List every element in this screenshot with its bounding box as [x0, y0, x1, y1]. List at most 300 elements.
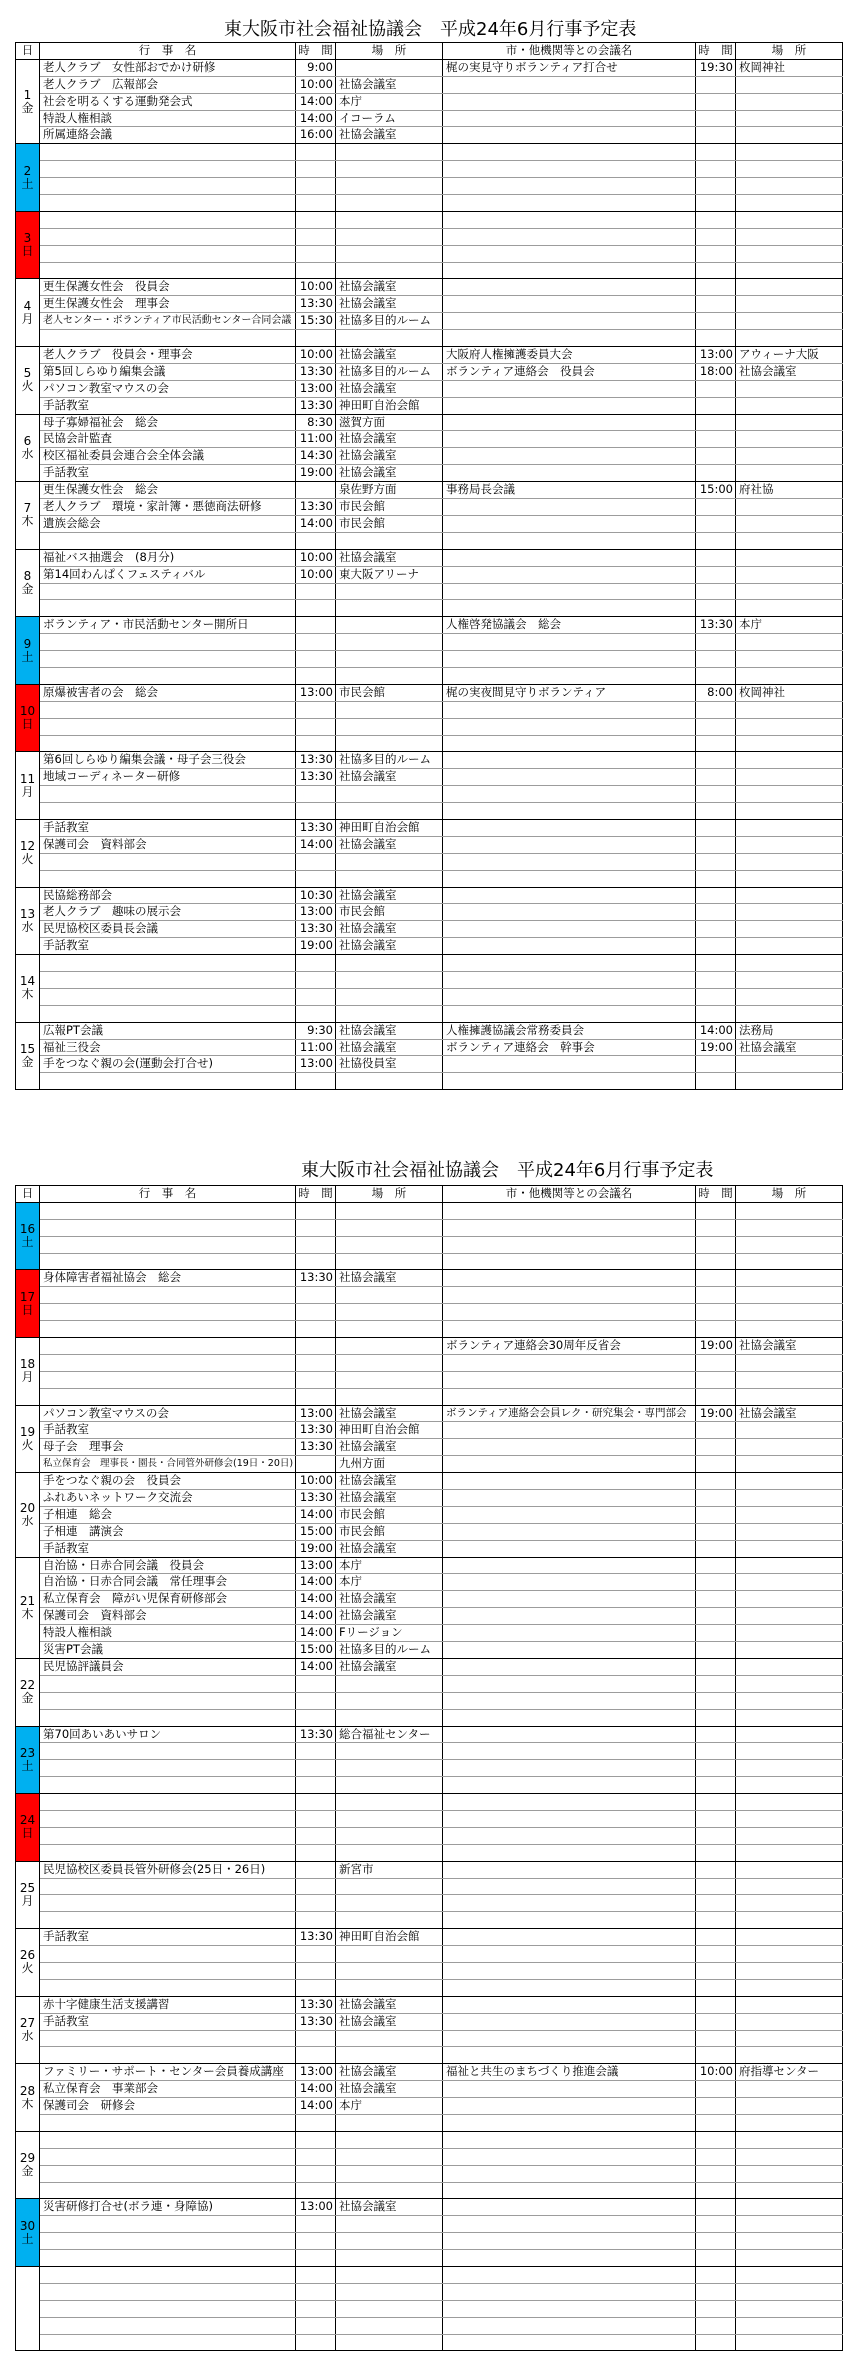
event-name-cell	[40, 2301, 296, 2317]
event-time-cell	[296, 668, 336, 684]
external-place-cell	[736, 1073, 843, 1089]
schedule-row	[40, 1220, 843, 1237]
day-number: 24	[19, 1813, 36, 1828]
event-name-cell: 老人クラブ 環境・家計簿・悪徳商法研修	[40, 499, 296, 515]
event-name-cell: 特設人権相談	[40, 1625, 296, 1641]
event-time-cell	[296, 803, 336, 819]
external-meeting-cell	[443, 1254, 696, 1270]
day-rows	[40, 482, 843, 550]
external-meeting-cell	[443, 212, 696, 228]
event-place-cell	[336, 1777, 443, 1793]
schedule-row	[40, 1845, 843, 1862]
external-place-cell	[736, 871, 843, 887]
external-time-cell	[696, 1997, 736, 2013]
event-time-cell	[296, 2318, 336, 2334]
event-time-cell: 13:30	[296, 1727, 336, 1743]
event-place-cell: 社協会議室	[336, 2199, 443, 2215]
event-name-cell: 民協会計監査	[40, 431, 296, 447]
event-name-cell	[40, 1254, 296, 1270]
day-number: 15	[19, 1041, 36, 1056]
day-cell	[16, 482, 40, 550]
event-place-cell	[336, 1338, 443, 1354]
schedule-row	[40, 263, 843, 280]
external-time-cell	[696, 1203, 736, 1219]
external-place-cell	[736, 820, 843, 836]
schedule-row	[40, 144, 843, 161]
event-name-cell	[40, 1237, 296, 1253]
event-place-cell	[336, 1693, 443, 1709]
day-block	[16, 2064, 843, 2132]
external-meeting-cell: 福祉と共生のまちづくり推進会議	[443, 2064, 696, 2080]
day-of-week: 火	[21, 1961, 34, 1976]
event-time-cell	[296, 1693, 336, 1709]
event-place-cell	[336, 1203, 443, 1219]
day-cell	[16, 279, 40, 347]
external-place-cell	[736, 938, 843, 954]
external-meeting-cell	[443, 904, 696, 920]
event-time-cell: 14:00	[296, 1659, 336, 1675]
event-time-cell: 19:00	[296, 1541, 336, 1557]
external-place-cell: 枚岡神社	[736, 685, 843, 701]
external-place-cell	[736, 651, 843, 667]
event-name-cell	[40, 1794, 296, 1810]
external-time-cell	[696, 1574, 736, 1590]
external-time-cell	[696, 1321, 736, 1337]
schedule-row	[40, 1727, 843, 1744]
schedule-row	[40, 989, 843, 1006]
event-time-cell: 14:00	[296, 94, 336, 110]
external-place-cell	[736, 634, 843, 650]
event-place-cell	[336, 1980, 443, 1996]
event-time-cell	[296, 702, 336, 718]
external-meeting-cell	[443, 1355, 696, 1371]
day-block	[16, 1203, 843, 1271]
day-rows	[40, 1023, 843, 1091]
event-time-cell: 11:00	[296, 431, 336, 447]
event-place-cell	[336, 871, 443, 887]
day-block	[16, 2132, 843, 2200]
event-place-cell	[336, 972, 443, 988]
event-name-cell	[40, 719, 296, 735]
external-place-cell	[736, 567, 843, 583]
schedule-row	[40, 550, 843, 567]
external-place-cell	[736, 212, 843, 228]
event-time-cell: 13:00	[296, 1056, 336, 1072]
day-number: 20	[19, 1500, 36, 1515]
external-meeting-cell	[443, 1710, 696, 1726]
event-time-cell: 14:30	[296, 448, 336, 464]
event-time-cell: 14:00	[296, 1507, 336, 1523]
event-place-cell	[336, 1895, 443, 1911]
schedule-row	[40, 1591, 843, 1608]
external-meeting-cell	[443, 330, 696, 346]
event-place-cell: 社協会議室	[336, 2064, 443, 2080]
day-block	[16, 212, 843, 280]
event-name-cell	[40, 1287, 296, 1303]
day-of-week: 水	[21, 2029, 34, 2044]
event-time-cell	[296, 2216, 336, 2232]
day-cell	[16, 212, 40, 280]
schedule-row	[40, 685, 843, 702]
external-meeting-cell	[443, 550, 696, 566]
day-rows	[40, 1862, 843, 1930]
event-time-cell	[296, 2115, 336, 2131]
external-place-cell: 法務局	[736, 1023, 843, 1039]
schedule-row	[40, 736, 843, 753]
day-cell	[16, 2199, 40, 2267]
schedule-table	[15, 42, 843, 1090]
day-number: 19	[19, 1424, 36, 1439]
event-place-cell: 社協会議室	[336, 1659, 443, 1675]
day-number: 26	[19, 1948, 36, 1963]
event-place-cell: 神田町自治会館	[336, 1929, 443, 1945]
external-place-cell	[736, 2335, 843, 2351]
event-place-cell	[336, 212, 443, 228]
external-time-cell	[696, 2149, 736, 2165]
external-meeting-cell	[443, 1473, 696, 1489]
column-header-day: 日	[16, 43, 40, 59]
external-time-cell	[696, 1929, 736, 1945]
external-meeting-cell: 梶の実夜間見守りボランティア	[443, 685, 696, 701]
schedule-row	[40, 921, 843, 938]
event-name-cell: 更生保護女性会 総会	[40, 482, 296, 498]
schedule-row	[40, 2284, 843, 2301]
schedule-row	[40, 415, 843, 432]
external-meeting-cell	[443, 736, 696, 752]
external-place-cell	[736, 1456, 843, 1472]
event-place-cell	[336, 1372, 443, 1388]
external-place-cell	[736, 1811, 843, 1827]
event-name-cell	[40, 2267, 296, 2283]
event-time-cell	[296, 1912, 336, 1928]
external-meeting-cell	[443, 955, 696, 971]
event-name-cell: 福祉三役会	[40, 1040, 296, 1056]
day-rows	[40, 144, 843, 212]
schedule-row	[40, 1558, 843, 1575]
event-place-cell	[336, 2233, 443, 2249]
event-time-cell: 14:00	[296, 837, 336, 853]
external-place-cell	[736, 1625, 843, 1641]
external-time-cell	[696, 736, 736, 752]
event-time-cell: 19:00	[296, 465, 336, 481]
day-rows	[40, 347, 843, 415]
event-place-cell: 社協会議室	[336, 769, 443, 785]
event-name-cell: 手話教室	[40, 1541, 296, 1557]
external-place-cell	[736, 1220, 843, 1236]
event-name-cell	[40, 1828, 296, 1844]
event-time-cell	[296, 1743, 336, 1759]
day-number: 22	[19, 1678, 36, 1693]
external-place-cell	[736, 2014, 843, 2030]
external-time-cell	[696, 1693, 736, 1709]
event-name-cell	[40, 2115, 296, 2131]
external-place-cell	[736, 2166, 843, 2182]
event-name-cell: 手話教室	[40, 398, 296, 414]
external-meeting-cell	[443, 888, 696, 904]
event-place-cell: 市民会館	[336, 904, 443, 920]
day-cell	[16, 888, 40, 956]
external-place-cell	[736, 1524, 843, 1540]
external-time-cell	[696, 2115, 736, 2131]
day-cell	[16, 1473, 40, 1557]
event-name-cell	[40, 803, 296, 819]
schedule-row	[40, 1828, 843, 1845]
external-time-cell	[696, 1287, 736, 1303]
event-place-cell	[336, 989, 443, 1005]
event-place-cell: 九州方面	[336, 1456, 443, 1472]
event-time-cell	[296, 1304, 336, 1320]
external-place-cell	[736, 1693, 843, 1709]
external-meeting-cell	[443, 229, 696, 245]
day-rows	[40, 212, 843, 280]
schedule-row	[40, 2098, 843, 2115]
external-time-cell	[696, 567, 736, 583]
day-of-week: 金	[21, 100, 34, 115]
external-meeting-cell	[443, 972, 696, 988]
event-time-cell	[296, 736, 336, 752]
day-cell	[16, 1023, 40, 1091]
day-block	[16, 347, 843, 415]
event-name-cell	[40, 1980, 296, 1996]
external-meeting-cell	[443, 279, 696, 295]
external-place-cell	[736, 1912, 843, 1928]
schedule-row	[40, 567, 843, 584]
event-place-cell: 総合福祉センター	[336, 1727, 443, 1743]
event-time-cell	[296, 330, 336, 346]
schedule-row	[40, 398, 843, 415]
event-time-cell	[296, 786, 336, 802]
external-meeting-cell	[443, 1879, 696, 1895]
day-of-week: 水	[21, 1513, 34, 1528]
event-name-cell	[40, 854, 296, 870]
external-place-cell	[736, 2216, 843, 2232]
external-meeting-cell	[443, 1895, 696, 1911]
external-meeting-cell	[443, 77, 696, 93]
external-time-cell	[696, 1490, 736, 1506]
day-block	[16, 685, 843, 753]
schedule-row	[40, 769, 843, 786]
event-place-cell	[336, 1710, 443, 1726]
schedule-row	[40, 2149, 843, 2166]
schedule-row	[40, 1895, 843, 1912]
event-time-cell	[296, 972, 336, 988]
external-place-cell	[736, 854, 843, 870]
schedule-row	[40, 2081, 843, 2098]
event-place-cell	[336, 1237, 443, 1253]
external-meeting-cell	[443, 1980, 696, 1996]
event-place-cell: 社協会議室	[336, 448, 443, 464]
event-name-cell: 手をつなぐ親の会 役員会	[40, 1473, 296, 1489]
event-place-cell	[336, 2132, 443, 2148]
event-place-cell: 社協会議室	[336, 381, 443, 397]
day-rows	[40, 617, 843, 685]
event-place-cell: 泉佐野方面	[336, 482, 443, 498]
event-place-cell	[336, 854, 443, 870]
event-place-cell	[336, 2149, 443, 2165]
external-meeting-cell	[443, 719, 696, 735]
day-rows	[40, 1659, 843, 1727]
external-time-cell	[696, 2031, 736, 2047]
external-place-cell	[736, 2047, 843, 2063]
day-number: 30	[19, 2218, 36, 2233]
event-time-cell	[296, 2250, 336, 2266]
day-number: 7	[23, 501, 32, 516]
external-time-cell: 13:00	[696, 347, 736, 363]
external-meeting-cell	[443, 1777, 696, 1793]
external-time-cell	[696, 989, 736, 1005]
external-place-cell	[736, 1541, 843, 1557]
column-header-external-place: 場 所	[736, 1186, 843, 1202]
day-rows	[40, 1203, 843, 1271]
event-time-cell: 14:00	[296, 111, 336, 127]
external-place-cell	[736, 702, 843, 718]
event-place-cell: 市民会館	[336, 1524, 443, 1540]
external-place-cell	[736, 1237, 843, 1253]
event-time-cell: 13:30	[296, 1490, 336, 1506]
event-time-cell: 14:00	[296, 1625, 336, 1641]
event-time-cell	[296, 1220, 336, 1236]
schedule-row	[40, 1389, 843, 1406]
event-time-cell: 9:00	[296, 60, 336, 76]
event-time-cell	[296, 1828, 336, 1844]
external-meeting-cell	[443, 448, 696, 464]
external-meeting-cell	[443, 2183, 696, 2199]
event-place-cell: 市民会館	[336, 685, 443, 701]
event-name-cell	[40, 2166, 296, 2182]
day-rows	[40, 955, 843, 1023]
day-rows	[40, 752, 843, 820]
event-name-cell: 老人クラブ 趣味の展示会	[40, 904, 296, 920]
event-place-cell	[336, 2284, 443, 2300]
column-header-place: 場 所	[336, 1186, 443, 1202]
external-place-cell	[736, 1862, 843, 1878]
external-meeting-cell	[443, 1574, 696, 1590]
external-time-cell	[696, 2318, 736, 2334]
day-rows	[40, 820, 843, 888]
external-time-cell	[696, 1439, 736, 1455]
event-name-cell	[40, 2031, 296, 2047]
event-place-cell	[336, 584, 443, 600]
event-time-cell	[296, 1710, 336, 1726]
event-time-cell	[296, 600, 336, 616]
day-block	[16, 2199, 843, 2267]
external-meeting-cell	[443, 1862, 696, 1878]
event-place-cell: Fリージョン	[336, 1625, 443, 1641]
external-meeting-cell	[443, 837, 696, 853]
external-time-cell	[696, 1895, 736, 1911]
schedule-row	[40, 888, 843, 905]
column-header-event-name: 行 事 名	[40, 43, 296, 59]
event-place-cell	[336, 2183, 443, 2199]
external-place-cell: 枚岡神社	[736, 60, 843, 76]
external-meeting-cell	[443, 2318, 696, 2334]
day-of-week: 月	[21, 784, 34, 799]
event-name-cell	[40, 330, 296, 346]
event-time-cell: 13:30	[296, 1439, 336, 1455]
event-time-cell	[296, 2284, 336, 2300]
event-time-cell	[296, 634, 336, 650]
external-place-cell	[736, 178, 843, 194]
schedule-row	[40, 1777, 843, 1794]
event-time-cell	[296, 617, 336, 633]
external-time-cell	[696, 600, 736, 616]
event-name-cell	[40, 144, 296, 160]
external-time-cell	[696, 2284, 736, 2300]
external-place-cell	[736, 2284, 843, 2300]
external-place-cell	[736, 1287, 843, 1303]
schedule-row	[40, 195, 843, 212]
event-place-cell	[336, 1946, 443, 1962]
schedule-row	[40, 1929, 843, 1946]
sheet-title: 東大阪市社会福祉協議会 平成24年6月行事予定表	[224, 19, 637, 40]
external-place-cell	[736, 1574, 843, 1590]
day-block	[16, 1023, 843, 1091]
day-of-week: 日	[21, 244, 34, 259]
event-time-cell	[296, 2335, 336, 2351]
schedule-row	[40, 752, 843, 769]
event-place-cell	[336, 736, 443, 752]
external-place-cell	[736, 2031, 843, 2047]
external-time-cell	[696, 2233, 736, 2249]
event-place-cell: 社協会議室	[336, 837, 443, 853]
external-place-cell	[736, 1006, 843, 1022]
external-time-cell	[696, 955, 736, 971]
external-place-cell	[736, 263, 843, 279]
event-time-cell	[296, 1338, 336, 1354]
event-place-cell: 新宮市	[336, 1862, 443, 1878]
external-time-cell	[696, 1811, 736, 1827]
external-meeting-cell	[443, 1727, 696, 1743]
event-place-cell: イコーラム	[336, 111, 443, 127]
event-place-cell	[336, 1879, 443, 1895]
external-place-cell	[736, 246, 843, 262]
event-name-cell	[40, 600, 296, 616]
event-time-cell: 13:30	[296, 398, 336, 414]
schedule-row	[40, 2132, 843, 2149]
external-time-cell	[696, 1946, 736, 1962]
day-of-week: 日	[21, 1826, 34, 1841]
event-time-cell	[296, 161, 336, 177]
external-time-cell	[696, 1270, 736, 1286]
schedule-row	[40, 1304, 843, 1321]
external-time-cell	[696, 2250, 736, 2266]
day-block	[16, 1270, 843, 1338]
column-header-external-place: 場 所	[736, 43, 843, 59]
schedule-row	[40, 2014, 843, 2031]
event-time-cell	[296, 1073, 336, 1089]
event-place-cell: 市民会館	[336, 516, 443, 532]
day-rows	[40, 415, 843, 483]
external-meeting-cell	[443, 1073, 696, 1089]
external-place-cell	[736, 1422, 843, 1438]
event-name-cell	[40, 668, 296, 684]
external-meeting-cell	[443, 2284, 696, 2300]
schedule-row	[40, 499, 843, 516]
day-rows	[40, 1270, 843, 1338]
external-time-cell	[696, 195, 736, 211]
external-meeting-cell	[443, 263, 696, 279]
event-time-cell: 15:00	[296, 1642, 336, 1658]
external-time-cell	[696, 1056, 736, 1072]
schedule-row	[40, 2267, 843, 2284]
external-time-cell	[696, 279, 736, 295]
event-time-cell	[296, 1879, 336, 1895]
day-number: 27	[19, 2016, 36, 2031]
event-time-cell: 13:00	[296, 1558, 336, 1574]
external-time-cell	[696, 1659, 736, 1675]
event-time-cell	[296, 1389, 336, 1405]
external-place-cell	[736, 1659, 843, 1675]
